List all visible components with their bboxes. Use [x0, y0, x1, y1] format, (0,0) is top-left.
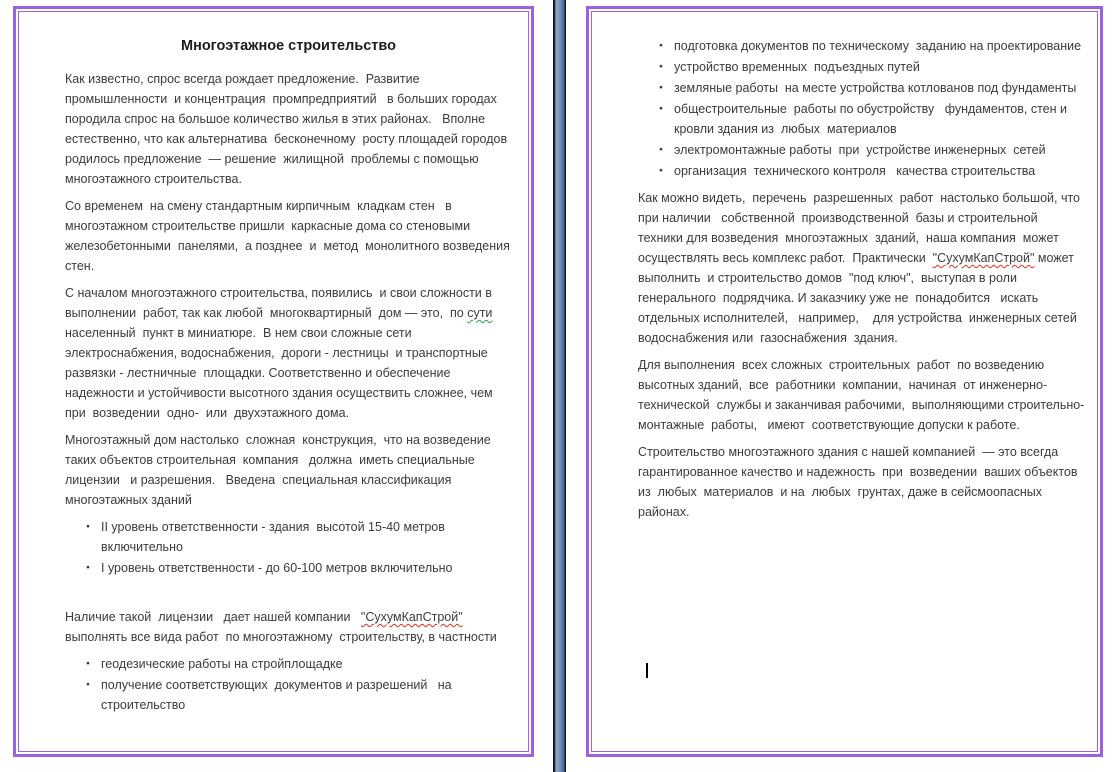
grammar-flagged-word[interactable]: сути [467, 306, 493, 320]
list-item[interactable]: ● организация технического контроля качества строительства [658, 161, 1085, 181]
page-divider [553, 0, 566, 772]
page-1-content[interactable] [19, 12, 528, 715]
page-2-content[interactable] [592, 12, 1097, 522]
document-title[interactable]: Многоэтажное строительство [180, 38, 396, 54]
document-page-2[interactable] [586, 6, 1103, 757]
list-item[interactable]: ● получение соответствующих документов и разрешений на строительство [85, 675, 512, 715]
list-item[interactable]: ● геодезические работы на стройплощадке [85, 654, 512, 674]
blank-line [65, 585, 512, 607]
list-item[interactable]: ● устройство временных подъездных путей [658, 57, 1085, 77]
paragraph[interactable]: Строительство многоэтажного здания с нашей компанией — это всегда гарантированное качество и надежность при возведении ваших объектов из любых материалов и на любых грунтах, даже в сейсмоопасных районах. [638, 445, 1081, 519]
list-item[interactable]: ● I уровень ответственности - до 60-100 метров включительно [85, 558, 512, 578]
paragraph[interactable] [638, 188, 1085, 348]
list-item[interactable]: ● II уровень ответственности - здания высотой 15-40 метров включительно [85, 517, 512, 557]
paragraph[interactable] [65, 607, 512, 647]
paragraph-text: может выполнить и строительство домов "под ключ", выступая в роли генерального подрядчика. И заказчику уже не понадобится искать отдельных исполнителей, например, для устройства инженерных сетей водоснабжения или газоснабжения здания. [638, 251, 1081, 345]
paragraph-text: выполнять все вида работ по многоэтажному строительству, в частности [65, 610, 497, 644]
bullet-list-work-types [65, 654, 512, 715]
page-2-border [591, 11, 1098, 752]
paragraph-text: населенный пункт в миниатюре. В нем свои сложные сети электроснабжения, водоснабжения, дороги - лестницы и транспортные развязки - лестничные площадки. Соответственно и обеспечение надежности и устойчивости высотного здания осуществить сложнее, чем при возведении одно- или двухэтажного дома. [65, 306, 500, 420]
list-item[interactable]: ● общестроительные работы по обустройству фундаментов, стен и кровли здания из любых материалов [658, 99, 1085, 139]
paragraph[interactable]: Для выполнения всех сложных строительных работ по возведению высотных зданий, все работники компании, начиная от инженерно-технической службы и заканчивая рабочими, выполняющими строительно-монтажные работы, имеют соответствующие допуски к работе. [638, 358, 1085, 432]
paragraph[interactable] [65, 283, 512, 423]
text-cursor [646, 663, 648, 678]
paragraph[interactable]: Со временем на смену стандартным кирпичным кладкам стен в многоэтажном строительстве пришли каркасные дома со стеновыми железобетонными панелями, а позднее и метод монолитного возведения стен. [65, 199, 514, 273]
spellcheck-flagged-word[interactable]: "СухумКапСтрой" [932, 251, 1035, 265]
list-item[interactable]: ● электромонтажные работы при устройстве инженерных сетей [658, 140, 1085, 160]
paragraph-text: Как можно видеть, перечень разрешенных работ настолько большой, что при наличии собственной производственной базы и строительной техники для возведения многоэтажных зданий, наша компания может осуществлять весь комплекс работ. Практически [638, 191, 1084, 265]
page-1-border [18, 11, 529, 752]
spellcheck-flagged-word[interactable]: "СухумКапСтрой" [360, 610, 463, 624]
bullet-list-work-types-continued [638, 36, 1085, 181]
document-page-1[interactable] [13, 6, 534, 757]
list-item[interactable]: ● земляные работы на месте устройства котлованов под фундаменты [658, 78, 1085, 98]
list-item[interactable]: ● подготовка документов по техническому заданию на проектирование [658, 36, 1085, 56]
paragraph-text: Наличие такой лицензии дает нашей компании [65, 610, 361, 624]
paragraph-text: С началом многоэтажного строительства, появились и свои сложности в выполнении работ, так как любой многоквартирный дом — это, по [65, 286, 496, 320]
paragraph[interactable]: Многоэтажный дом настолько сложная конструкция, что на возведение таких объектов строительная компания должна иметь специальные лицензии и разрешения. Введена специальная классификация многоэтажных зданий [65, 433, 502, 507]
bullet-list-responsibility-levels [65, 517, 512, 578]
paragraph[interactable]: Как известно, спрос всегда рождает предложение. Развитие промышленности и концентрация промпредприятий в больших городах породила спрос на большое количество жилья в этих районах. Вполне естественно, что как альтернатива бесконечному росту площадей городов родилось предложение — решение жилищной проблемы с помощью многоэтажного строительства. [65, 72, 515, 186]
